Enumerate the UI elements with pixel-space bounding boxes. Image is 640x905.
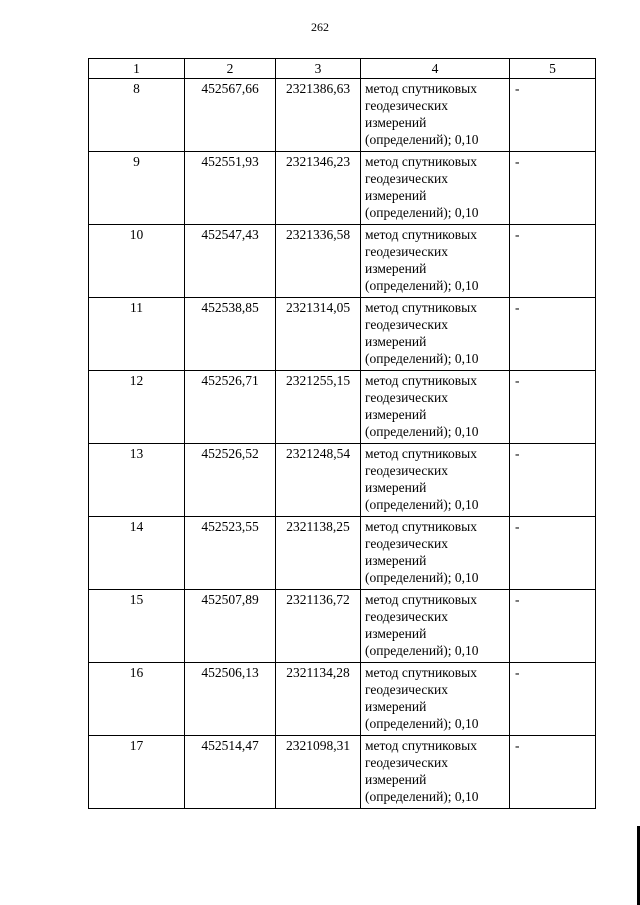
- measurement-method: метод спутниковых геодезических измерений (определений); 0,10: [361, 736, 510, 809]
- coordinate-x: 452526,52: [185, 444, 276, 517]
- measurement-method: метод спутниковых геодезических измерений (определений); 0,10: [361, 371, 510, 444]
- coordinate-x: 452567,66: [185, 79, 276, 152]
- coordinate-x: 452538,85: [185, 298, 276, 371]
- note-cell: -: [510, 517, 596, 590]
- table-header-row: [89, 59, 596, 79]
- point-number: 16: [89, 663, 185, 736]
- point-number: 10: [89, 225, 185, 298]
- page-number: 262: [311, 20, 329, 34]
- coordinate-y: 2321248,54: [276, 444, 361, 517]
- table-row: [89, 736, 596, 809]
- table-row: [89, 517, 596, 590]
- table-row: [89, 663, 596, 736]
- coordinate-y: 2321346,23: [276, 152, 361, 225]
- coordinate-x: 452514,47: [185, 736, 276, 809]
- measurement-method: метод спутниковых геодезических измерений (определений); 0,10: [361, 444, 510, 517]
- point-number: 17: [89, 736, 185, 809]
- table-row: [89, 590, 596, 663]
- coordinate-y: 2321314,05: [276, 298, 361, 371]
- column-header-5: 5: [510, 59, 596, 79]
- coordinate-y: 2321134,28: [276, 663, 361, 736]
- coordinate-y: 2321386,63: [276, 79, 361, 152]
- column-header-3: 3: [276, 59, 361, 79]
- point-number: 12: [89, 371, 185, 444]
- measurement-method: метод спутниковых геодезических измерений (определений); 0,10: [361, 79, 510, 152]
- table-row: [89, 298, 596, 371]
- note-cell: -: [510, 371, 596, 444]
- coordinate-x: 452506,13: [185, 663, 276, 736]
- coordinates-table: [88, 58, 596, 809]
- note-cell: -: [510, 736, 596, 809]
- point-number: 14: [89, 517, 185, 590]
- column-header-4: 4: [361, 59, 510, 79]
- point-number: 11: [89, 298, 185, 371]
- note-cell: -: [510, 152, 596, 225]
- column-header-1: 1: [89, 59, 185, 79]
- note-cell: -: [510, 225, 596, 298]
- table-row: [89, 152, 596, 225]
- measurement-method: метод спутниковых геодезических измерений (определений); 0,10: [361, 663, 510, 736]
- column-header-2: 2: [185, 59, 276, 79]
- point-number: 15: [89, 590, 185, 663]
- measurement-method: метод спутниковых геодезических измерений (определений); 0,10: [361, 225, 510, 298]
- note-cell: -: [510, 298, 596, 371]
- coordinate-x: 452507,89: [185, 590, 276, 663]
- point-number: 9: [89, 152, 185, 225]
- measurement-method: метод спутниковых геодезических измерений (определений); 0,10: [361, 517, 510, 590]
- coordinate-x: 452551,93: [185, 152, 276, 225]
- table-row: [89, 371, 596, 444]
- coordinate-y: 2321136,72: [276, 590, 361, 663]
- table-row: [89, 444, 596, 517]
- measurement-method: метод спутниковых геодезических измерений (определений); 0,10: [361, 590, 510, 663]
- point-number: 13: [89, 444, 185, 517]
- coordinate-y: 2321138,25: [276, 517, 361, 590]
- coordinate-y: 2321336,58: [276, 225, 361, 298]
- table-row: [89, 225, 596, 298]
- point-number: 8: [89, 79, 185, 152]
- coordinate-y: 2321098,31: [276, 736, 361, 809]
- coordinate-y: 2321255,15: [276, 371, 361, 444]
- note-cell: -: [510, 444, 596, 517]
- coordinate-x: 452526,71: [185, 371, 276, 444]
- note-cell: -: [510, 590, 596, 663]
- coordinate-x: 452523,55: [185, 517, 276, 590]
- note-cell: -: [510, 79, 596, 152]
- coordinate-x: 452547,43: [185, 225, 276, 298]
- note-cell: -: [510, 663, 596, 736]
- measurement-method: метод спутниковых геодезических измерений (определений); 0,10: [361, 152, 510, 225]
- table-row: [89, 79, 596, 152]
- measurement-method: метод спутниковых геодезических измерений (определений); 0,10: [361, 298, 510, 371]
